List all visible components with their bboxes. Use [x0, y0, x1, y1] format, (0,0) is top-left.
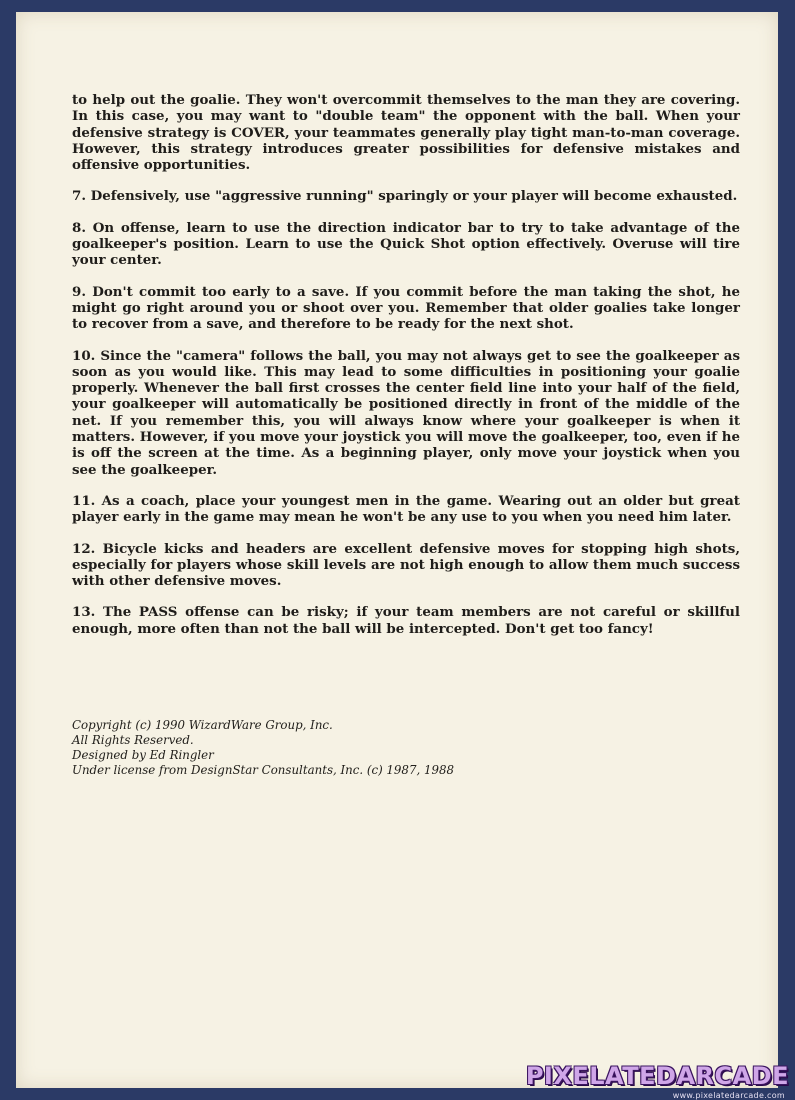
watermark-url: www.pixelatedarcade.com	[672, 1091, 785, 1100]
tip-8: 8. On offense, learn to use the direction indicator bar to try to take advantage of the goalkeeper's position. Learn to use the Quick Shot option effectively. Overuse will tire your center.	[72, 219, 740, 269]
credits-block	[72, 718, 454, 778]
tips-body	[72, 92, 740, 652]
tip-12: 12. Bicycle kicks and headers are excellent defensive moves for stopping high shots, especially for players whose skill levels are not high enough to allow them much success with other defensive moves.	[72, 540, 740, 590]
copyright-line: Copyright (c) 1990 WizardWare Group, Inc.	[72, 718, 333, 732]
tip-9: 9. Don't commit too early to a save. If you commit before the man taking the shot, he might go right around you or shoot over you. Remember that older goalies take longer to recover from a save, and therefore to be ready for the next shot.	[72, 283, 740, 333]
tip-11: 11. As a coach, place your youngest men in the game. Wearing out an older but great player early in the game may mean he won't be any use to you when you need him later.	[72, 492, 740, 526]
tip-13: 13. The PASS offense can be risky; if your team members are not careful or skillful enough, more often than not the ball will be intercepted. Don't get too fancy!	[72, 604, 740, 637]
rights-line: All Rights Reserved.	[72, 733, 194, 747]
tip-10: 10. Since the "camera" follows the ball, you may not always get to see the goalkeeper as soon as you would like. This may lead to some difficulties in positioning your goalie properly. Whenever the ball first crosses the center field line into your half of the field, your goalkeeper will automatically be positioned directly in front of the middle of the net. If you remember this, you will always know where your goalkeeper is when it matters. However, if you move your joystick you will move the goalkeeper, too, even if he is off the screen at the time. As a beginning player, only move your joystick when you see the goalkeeper.	[72, 347, 740, 478]
manual-page	[16, 12, 778, 1088]
watermark-logo: PIXELATEDARCADE	[525, 1062, 789, 1090]
designer-line: Designed by Ed Ringler	[72, 748, 214, 762]
license-line: Under license from DesignStar Consultants, Inc. (c) 1987, 1988	[72, 763, 454, 777]
tip-7: 7. Defensively, use "aggressive running" sparingly or your player will become exhausted.	[72, 188, 738, 205]
paragraph-continued: to help out the goalie. They won't overcommit themselves to the man they are covering. In this case, you may want to "double team" the opponent with the ball. When your defensive strategy is COVER, your teammates generally play tight man-to-man coverage. However, this strategy introduces greater possibilities for defensive mistakes and offensive opportunities.	[72, 92, 740, 174]
